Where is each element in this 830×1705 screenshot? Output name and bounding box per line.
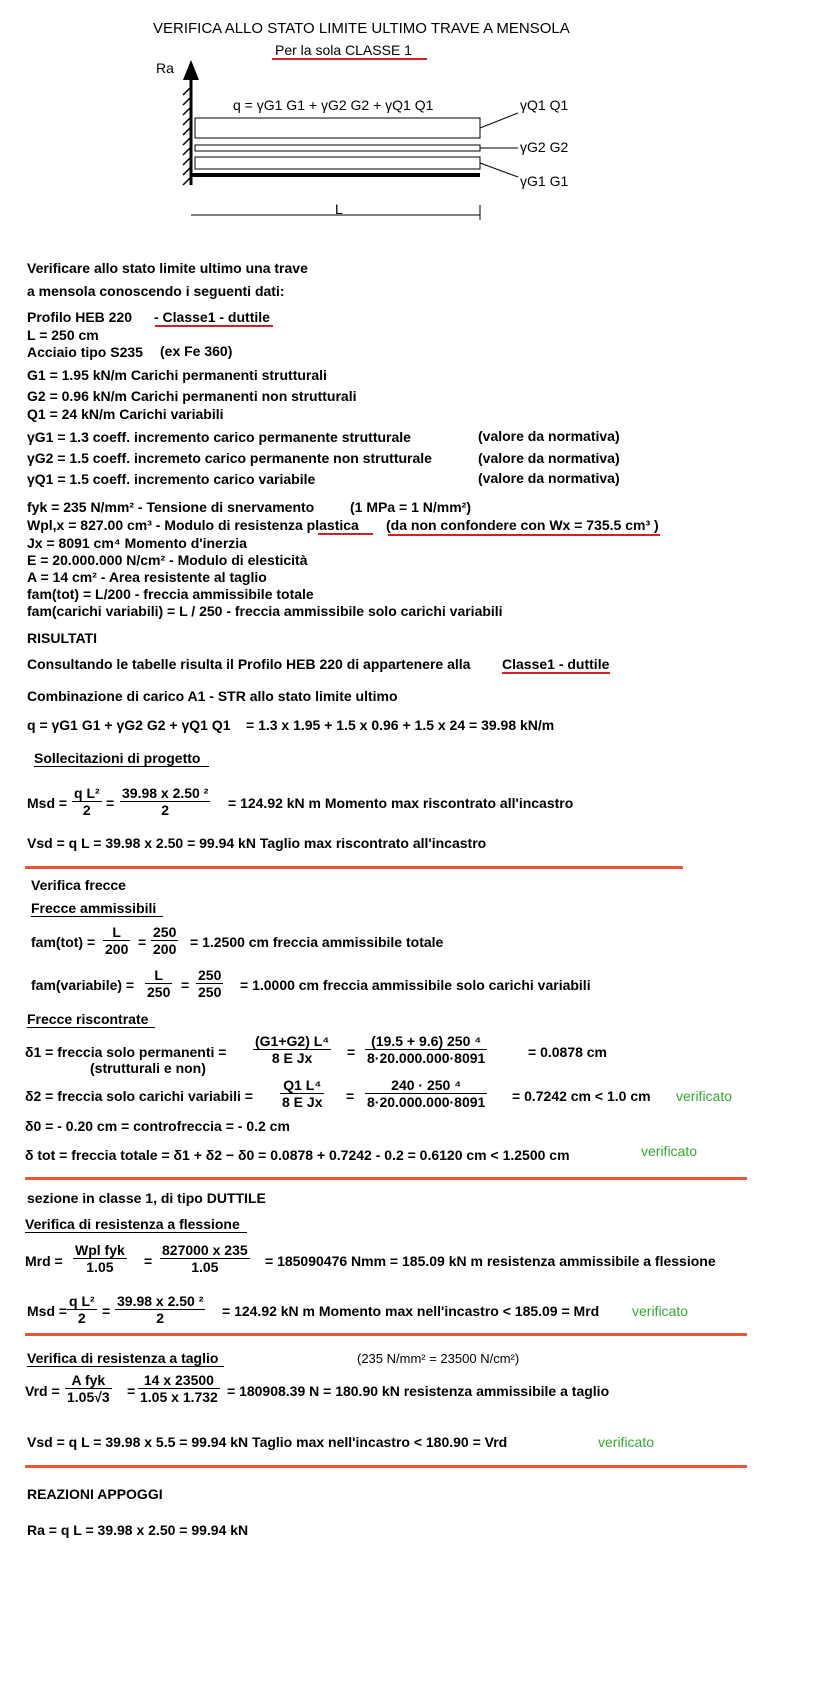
- fyk-note: (1 MPa = 1 N/mm²): [350, 499, 471, 515]
- load-g1-rect: [195, 157, 480, 169]
- intro-line1: Verificare allo stato limite ultimo una trave: [27, 260, 308, 276]
- d0-line: δ0 = - 0.20 cm = controfreccia = - 0.2 cm: [25, 1118, 290, 1134]
- vrd-label: Vrd =: [25, 1383, 60, 1399]
- taglio-heading: Verifica di resistenza a taglio: [27, 1350, 219, 1366]
- g2: G2 = 0.96 kN/m Carichi permanenti non strutturali: [27, 388, 357, 404]
- divider-2: [25, 1177, 747, 1180]
- classe: - Classe1 - duttile: [154, 309, 270, 325]
- divider-1: [25, 866, 683, 869]
- msd2-label: Msd =: [27, 1303, 68, 1319]
- fyk: fyk = 235 N/mm² - Tensione di snervamento: [27, 499, 315, 515]
- d2-verificato: verificato: [676, 1088, 733, 1104]
- d1-frac2: $\frac{\text{(19.5 + 9.6) 250 ⁴}}{8\cdot 20.000.000\cdot 8091}$: [367, 1033, 486, 1066]
- d1-sub: (strutturali e non): [90, 1060, 206, 1076]
- label-g1: γG1 G1: [520, 173, 569, 189]
- reaction-arrowhead: [183, 60, 199, 80]
- d2-frac1: $\frac{\text{Q1 L⁴}}{\text{8 E Jx}}$: [282, 1077, 323, 1110]
- normativa-2: (valore da normativa): [478, 450, 620, 466]
- divider-3: [25, 1333, 747, 1336]
- mrd-label: Mrd =: [25, 1253, 63, 1269]
- area: A = 14 cm² - Area resistente al taglio: [27, 569, 267, 585]
- dtot-verificato: verificato: [641, 1143, 698, 1159]
- d1-frac1: $\frac{\text{(G1+G2) L⁴}}{\text{8 E Jx}}$: [255, 1033, 330, 1066]
- famtot-label: fam(tot) =: [31, 934, 96, 950]
- load-g2-rect: [195, 145, 480, 151]
- famtot-frac2: $\frac{250}{200}$: [153, 924, 177, 957]
- label-q1: γQ1 Q1: [520, 97, 569, 113]
- dtot-line: δ tot = freccia totale = δ1 + δ2 − δ0 = 0.0878 + 0.7242 - 0.2 = 0.6120 cm < 1.2500 cm: [25, 1147, 570, 1163]
- taglio-conv: (235 N/mm² = 23500 N/cm²): [357, 1351, 520, 1366]
- d1-label: δ1 = freccia solo permanenti =: [25, 1044, 227, 1060]
- wpl-note-underline: [388, 534, 660, 536]
- fam-tot: fam(tot) = L/200 - freccia ammissibile totale: [27, 586, 314, 602]
- famvar-label: fam(variabile) =: [31, 977, 135, 993]
- page-subtitle: Per la sola CLASSE 1: [275, 42, 412, 58]
- msd2-value: = 124.92 kN m Momento max nell'incastro < 185.09 = Mrd: [222, 1303, 600, 1319]
- ra-line: Ra = q L = 39.98 x 2.50 = 99.94 kN: [27, 1522, 249, 1538]
- reazioni-heading: REAZIONI APPOGGI: [27, 1486, 163, 1502]
- intro-line2: a mensola conoscendo i seguenti dati:: [27, 283, 285, 299]
- mrd-value: = 185090476 Nmm = 185.09 kN m resistenza ammissibile a flessione: [265, 1253, 716, 1269]
- combinazione: Combinazione di carico A1 - STR allo stato limite ultimo: [27, 688, 398, 704]
- reaction-label: Ra: [156, 60, 174, 76]
- famtot-frac1: $\frac{L}{200}$: [105, 924, 129, 957]
- acciaio-ex: (ex Fe 360): [160, 343, 233, 359]
- classe-underline: [155, 325, 273, 327]
- msd2-frac1: $\frac{\text{q L²}}{2}$: [69, 1293, 95, 1326]
- famvar-value: = 1.0000 cm freccia ammissibile solo carichi variabili: [240, 977, 591, 993]
- label-g2: γG2 G2: [520, 139, 569, 155]
- msd-label: Msd =: [27, 795, 68, 811]
- plastica-underline: [318, 533, 373, 535]
- sollecitazioni-underline: [34, 766, 209, 767]
- jx: Jx = 8091 cm⁴ Momento d'inerzia: [27, 535, 247, 551]
- sezione-classe: sezione in classe 1, di tipo DUTTILE: [27, 1190, 266, 1206]
- vrd-frac2: $\frac{14 x 23500}{1.05 x 1.732}$: [140, 1372, 218, 1405]
- d2-value: = 0.7242 cm < 1.0 cm: [512, 1088, 651, 1104]
- fam-var: fam(carichi variabili) = L / 250 - freccia ammissibile solo carichi variabili: [27, 603, 503, 619]
- d2-frac2: $\frac{\text{240 · 250 ⁴}}{8\cdot 20.000.000\cdot 8091}$: [367, 1077, 486, 1110]
- mrd-frac1: Wpl fyk 1.05: [75, 1242, 125, 1275]
- msd2-verificato: verificato: [632, 1303, 689, 1319]
- vrd-frac1: A fyk 1.05√3: [67, 1372, 110, 1405]
- vrd-value: = 180908.39 N = 180.90 kN resistenza ammissibile a taglio: [227, 1383, 610, 1399]
- results-heading: RISULTATI: [27, 630, 97, 646]
- flessione-heading: Verifica di resistenza a flessione: [25, 1216, 240, 1232]
- wpl: Wpl,x = 827.00 cm³ - Modulo di resistenza plastica: [27, 517, 359, 533]
- span-label: L: [335, 201, 343, 217]
- msd2-frac2: $\frac{\text{39.98 x 2.50 ²}}{2}$: [117, 1293, 204, 1326]
- gamma-q1: γQ1 = 1.5 coeff. incremento carico variabile: [27, 471, 316, 487]
- length: L = 250 cm: [27, 327, 99, 343]
- normativa-1: (valore da normativa): [478, 428, 620, 444]
- q1: Q1 = 24 kN/m Carichi variabili: [27, 406, 224, 422]
- normativa-3: (valore da normativa): [478, 470, 620, 486]
- wpl-note: (da non confondere con Wx = 735.5 cm³ ): [386, 517, 659, 533]
- mrd-frac2: $\frac{827000 x 235}{1.05}$: [162, 1242, 248, 1275]
- results-classe-underline: [502, 672, 610, 674]
- q-value: = 1.3 x 1.95 + 1.5 x 0.96 + 1.5 x 24 = 39.98 kN/m: [246, 717, 555, 733]
- vsd2-verificato: verificato: [598, 1434, 655, 1450]
- famvar-frac1: $\frac{L}{250}$: [147, 967, 171, 1000]
- sollecitazioni-heading: Sollecitazioni di progetto: [34, 750, 201, 766]
- frecce-ammissibili: Frecce ammissibili: [31, 900, 157, 916]
- load-q1-rect: [195, 118, 480, 138]
- gamma-g2: γG2 = 1.5 coeff. incremeto carico permanente non strutturale: [27, 450, 432, 466]
- vsd2-line: Vsd = q L = 39.98 x 5.5 = 99.94 kN Taglio max nell'incastro < 180.90 = Vrd: [27, 1434, 508, 1450]
- msd-frac2: $\frac{\text{39.98 x 2.50 ²}}{2}$: [122, 785, 209, 818]
- q-formula: q = γG1 G1 + γG2 G2 + γQ1 Q1: [27, 717, 231, 733]
- frecce-heading: Verifica frecce: [31, 877, 126, 893]
- msd-value: = 124.92 kN m Momento max riscontrato all'incastro: [228, 795, 574, 811]
- load-formula: q = γG1 G1 + γG2 G2 + γQ1 Q1: [233, 97, 434, 113]
- frecce-riscontrate: Frecce riscontrate: [27, 1011, 149, 1027]
- results-classe: Classe1 - duttile: [502, 656, 610, 672]
- gamma-g1: γG1 = 1.3 coeff. incremento carico permanente strutturale: [27, 429, 411, 445]
- famtot-value: = 1.2500 cm freccia ammissibile totale: [190, 934, 444, 950]
- famvar-frac2: $\frac{250}{250}$: [198, 967, 222, 1000]
- results-line1: Consultando le tabelle risulta il Profilo HEB 220 di appartenere alla: [27, 656, 471, 672]
- profilo: Profilo HEB 220: [27, 309, 133, 325]
- acciaio: Acciaio tipo S235: [27, 344, 143, 360]
- g1: G1 = 1.95 kN/m Carichi permanenti strutturali: [27, 367, 327, 383]
- e-mod: E = 20.000.000 N/cm² - Modulo di elesticità: [27, 552, 308, 568]
- page-title: VERIFICA ALLO STATO LIMITE ULTIMO TRAVE A MENSOLA: [153, 20, 570, 37]
- d2-label: δ2 = freccia solo carichi variabili =: [25, 1088, 253, 1104]
- msd-frac1: $\frac{\text{q L²}}{2}$: [74, 785, 100, 818]
- vsd-line: Vsd = q L = 39.98 x 2.50 = 99.94 kN Taglio max riscontrato all'incastro: [27, 835, 487, 851]
- d1-value: = 0.0878 cm: [528, 1044, 608, 1060]
- divider-4: [25, 1465, 747, 1468]
